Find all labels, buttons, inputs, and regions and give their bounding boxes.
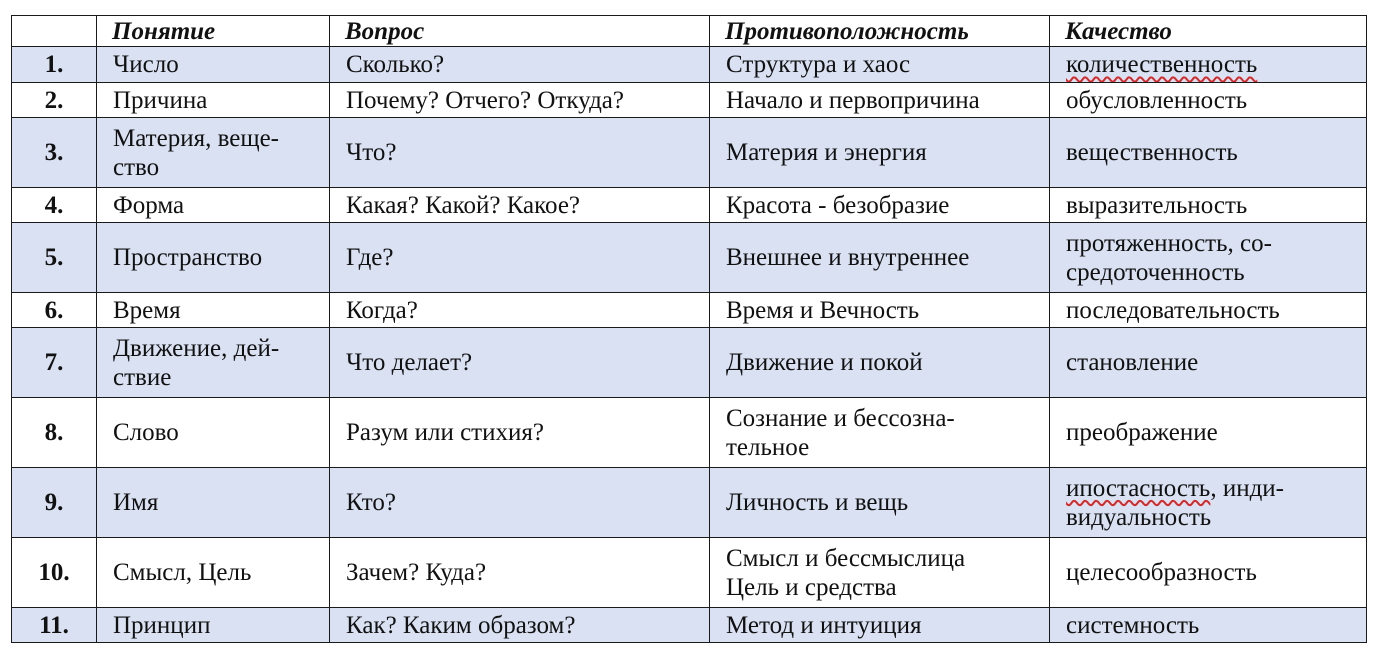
opposite-cell (710, 398, 1050, 468)
question-text: Кто? (346, 489, 396, 516)
concept-cell (97, 118, 330, 188)
table-row (12, 223, 1367, 293)
concept-cell (97, 608, 330, 643)
quality-text: выразительность (1066, 191, 1248, 219)
quality-text (1066, 50, 1354, 79)
row-number-cell: 8. (12, 398, 97, 468)
quality-text: обусловленность (1066, 86, 1248, 114)
header-concept: Понятие (97, 16, 330, 47)
opposite-text: Материя и энергия (726, 139, 927, 166)
opposite-text: Метод и интуиция (726, 611, 922, 639)
row-number-cell: 2. (12, 83, 97, 118)
quality-text: средоточенность (1066, 258, 1245, 286)
concept-text: Движение, дей- (113, 334, 280, 362)
concept-cell (97, 83, 330, 118)
concept-text: Форма (113, 191, 185, 219)
quality-cell (1050, 468, 1367, 538)
concept-text: Время (113, 296, 181, 324)
quality-text: протяженность, со- (1066, 229, 1272, 257)
table-row (12, 538, 1367, 608)
question-text: Разум или стихия? (346, 419, 544, 446)
quality-cell (1050, 398, 1367, 468)
header-opposite: Противоположность (710, 16, 1050, 47)
row-number-cell: 5. (12, 223, 97, 293)
quality-cell (1050, 328, 1367, 398)
table-row (12, 398, 1367, 468)
question-cell (330, 468, 710, 538)
opposite-text: Время и Вечность (726, 296, 920, 324)
table-row (12, 468, 1367, 538)
opposite-cell (710, 328, 1050, 398)
row-number-cell: 1. (12, 47, 97, 83)
question-cell (330, 47, 710, 83)
opposite-text: Внешнее и внутреннее (726, 244, 970, 271)
question-cell (330, 293, 710, 328)
opposite-cell (710, 188, 1050, 223)
header-num (12, 16, 97, 47)
opposite-cell (710, 608, 1050, 643)
question-cell (330, 188, 710, 223)
spellcheck-underline: ипостасность (1066, 474, 1211, 502)
concept-text: Смысл, Цель (113, 559, 252, 586)
table-row (12, 83, 1367, 118)
concept-text: ство (113, 153, 160, 181)
question-cell (330, 538, 710, 608)
opposite-cell (710, 293, 1050, 328)
quality-cell (1050, 538, 1367, 608)
opposite-text: Красота - безобразие (726, 191, 950, 219)
quality-cell (1050, 188, 1367, 223)
row-number-cell: 3. (12, 118, 97, 188)
row-number-cell: 4. (12, 188, 97, 223)
opposite-text: Цель и средства (726, 573, 897, 601)
concepts-table (11, 15, 1367, 643)
table-row (12, 328, 1367, 398)
opposite-cell (710, 538, 1050, 608)
quality-text: целесообразность (1066, 559, 1257, 586)
concept-cell (97, 188, 330, 223)
concept-text: ствие (113, 363, 172, 391)
opposite-text: Движение и покой (726, 349, 923, 376)
quality-cell (1050, 608, 1367, 643)
quality-cell (1050, 47, 1367, 83)
opposite-text: Структура и хаос (726, 51, 911, 78)
concept-text: Пространство (113, 244, 263, 271)
concept-text: Принцип (113, 611, 211, 639)
row-number-cell: 11. (12, 608, 97, 643)
concept-cell (97, 223, 330, 293)
quality-text: вещественность (1066, 139, 1238, 166)
question-text: Зачем? Куда? (346, 559, 487, 586)
question-cell (330, 398, 710, 468)
question-cell (330, 328, 710, 398)
quality-cell (1050, 118, 1367, 188)
question-text: Что? (346, 139, 397, 166)
opposite-text: тельное (726, 433, 810, 461)
question-cell (330, 223, 710, 293)
concept-cell (97, 328, 330, 398)
concept-cell (97, 47, 330, 83)
header-row (12, 16, 1367, 47)
concept-cell (97, 293, 330, 328)
table-row (12, 188, 1367, 223)
opposite-cell (710, 468, 1050, 538)
concept-text: Имя (113, 489, 159, 516)
spellcheck-underline: количественность (1066, 51, 1258, 78)
concept-cell (97, 538, 330, 608)
concept-text: Материя, веще- (113, 124, 280, 152)
question-text: Как? Каким образом? (346, 611, 576, 639)
question-cell (330, 83, 710, 118)
question-cell (330, 608, 710, 643)
concept-text: Число (113, 51, 179, 78)
opposite-text: Начало и первопричина (726, 86, 980, 114)
opposite-cell (710, 118, 1050, 188)
row-number-cell: 7. (12, 328, 97, 398)
quality-cell (1050, 293, 1367, 328)
question-text: Сколько? (346, 51, 445, 78)
row-number-cell: 9. (12, 468, 97, 538)
quality-text: последовательность (1066, 296, 1280, 324)
opposite-text: Сознание и бессозна- (726, 404, 955, 432)
concept-cell (97, 398, 330, 468)
question-text: Что делает? (346, 349, 473, 376)
header-question: Вопрос (330, 16, 710, 47)
table-row (12, 608, 1367, 643)
quality-text: системность (1066, 611, 1200, 639)
question-text: Почему? Отчего? Откуда? (346, 86, 624, 114)
quality-text: становление (1066, 349, 1199, 376)
quality-cell (1050, 223, 1367, 293)
question-text: Где? (346, 244, 394, 271)
table-row (12, 47, 1367, 83)
quality-text: видуальность (1066, 503, 1212, 531)
quality-cell (1050, 83, 1367, 118)
opposite-cell (710, 83, 1050, 118)
row-number-cell: 10. (12, 538, 97, 608)
quality-text: ипостасность, инди- (1066, 474, 1285, 502)
concept-text: Слово (113, 419, 179, 446)
table-body (12, 47, 1367, 643)
table-row (12, 118, 1367, 188)
table-row (12, 293, 1367, 328)
opposite-cell (710, 47, 1050, 83)
row-number-cell: 6. (12, 293, 97, 328)
quality-text: преображение (1066, 419, 1218, 446)
opposite-text: Смысл и бессмыслица (726, 544, 966, 572)
concept-text: Причина (113, 86, 208, 114)
opposite-cell (710, 223, 1050, 293)
concept-cell (97, 468, 330, 538)
question-text: Какая? Какой? Какое? (346, 191, 581, 219)
question-cell (330, 118, 710, 188)
header-quality: Качество (1050, 16, 1367, 47)
question-text: Когда? (346, 296, 418, 324)
opposite-text: Личность и вещь (726, 489, 909, 516)
